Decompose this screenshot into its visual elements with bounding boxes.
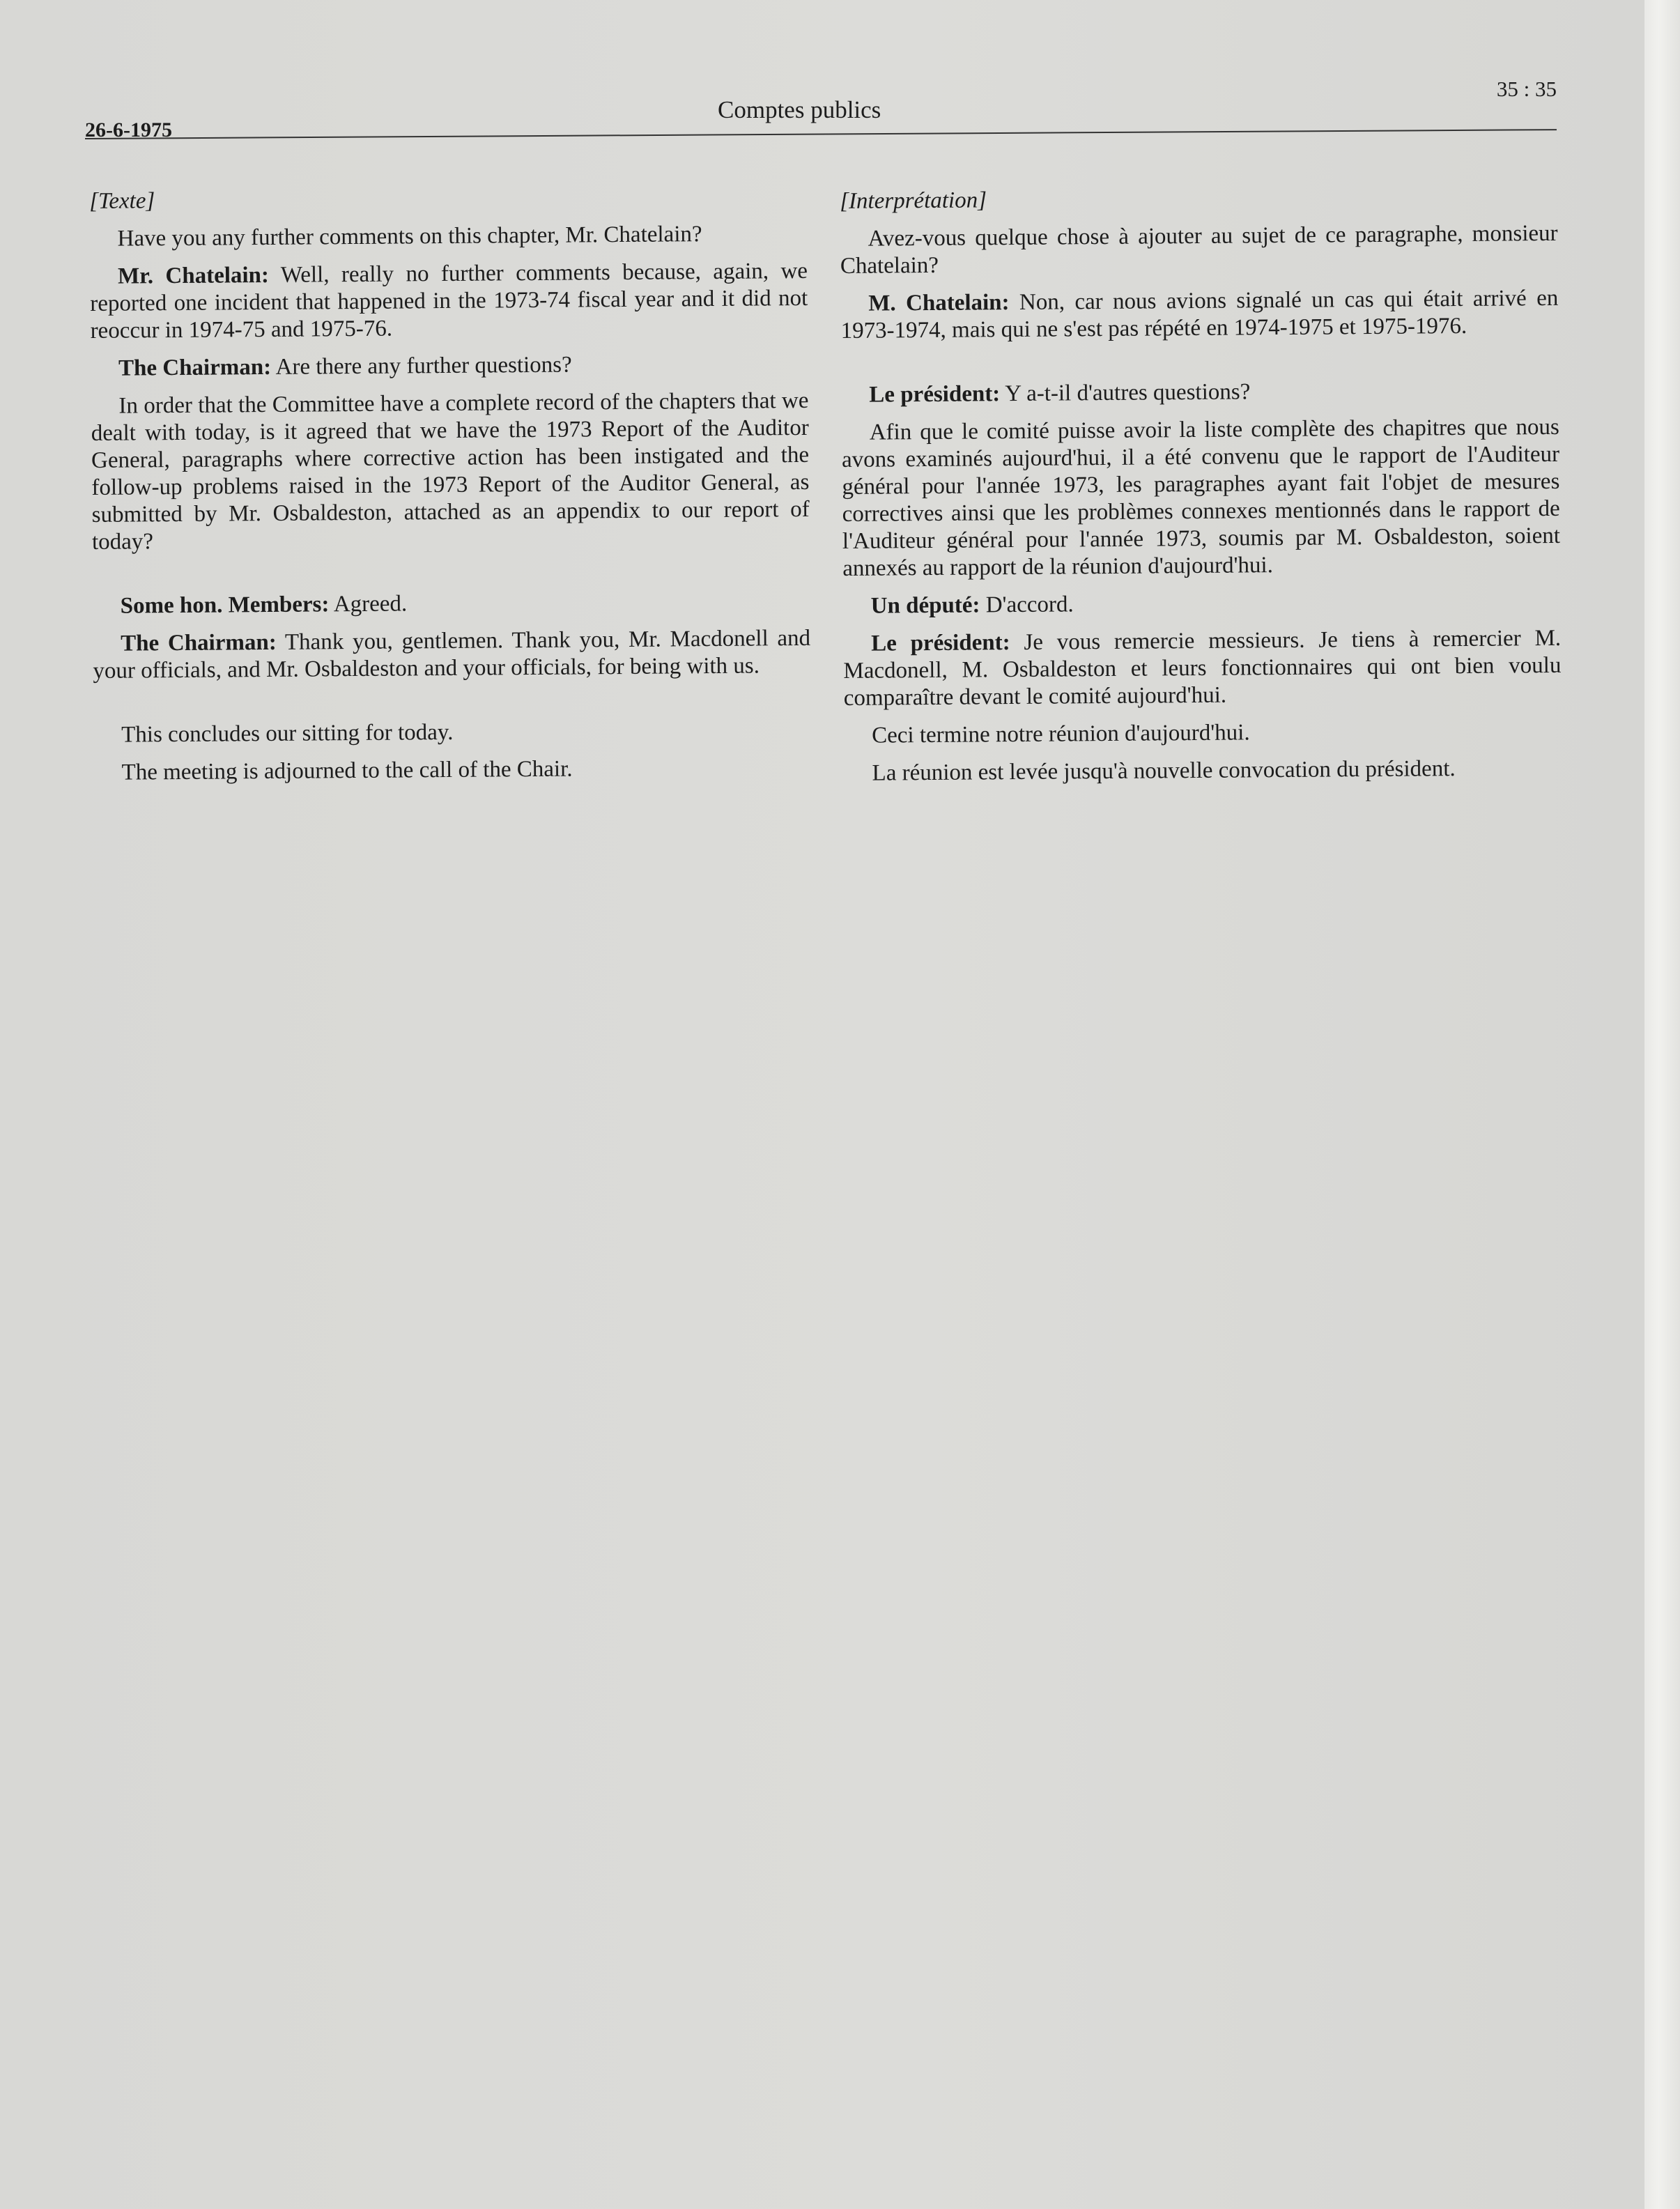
speech-text: Are there any further questions? xyxy=(270,352,572,380)
header-date: 26-6-1975 xyxy=(85,118,172,141)
speaker-name: Un député: xyxy=(870,592,980,619)
speaker-paragraph xyxy=(841,376,1559,409)
speech-text: Agreed. xyxy=(329,591,408,617)
speaker-paragraph xyxy=(843,587,1561,620)
paragraph: The meeting is adjourned to the call of the Chair. xyxy=(121,756,573,785)
column-label: [Interprétation] xyxy=(840,187,987,214)
speaker-paragraph xyxy=(93,587,810,620)
speaker-name: Mr. Chatelain: xyxy=(117,262,270,289)
speaker-name: Le président: xyxy=(869,381,1001,408)
paragraph: This concludes our sitting for today. xyxy=(121,719,454,748)
french-column xyxy=(840,183,1562,798)
page-edge xyxy=(1644,0,1680,2209)
speaker-name: M. Chatelain: xyxy=(868,290,1010,316)
speaker-paragraph xyxy=(91,350,808,383)
speaker-name: Some hon. Members: xyxy=(120,592,330,619)
page-header xyxy=(85,77,1557,146)
speaker-paragraph xyxy=(843,625,1562,712)
paragraph: La réunion est levée jusqu'à nouvelle convocation du président. xyxy=(872,756,1456,786)
english-column xyxy=(89,183,812,797)
speaker-name: Le président: xyxy=(870,630,1010,656)
speech-text: D'accord. xyxy=(980,592,1074,618)
header-rule xyxy=(85,129,1557,139)
speech-text: Je vous remercie messieurs. Je tiens à remercier M. Macdonell, M. Osbaldeston et leurs fonctionnaires qui ont bien voulu comparaître devant le comité aujourd'hui. xyxy=(843,625,1562,711)
speaker-paragraph xyxy=(90,258,808,345)
speech-text: Y a-t-il d'autres questions? xyxy=(1000,379,1251,407)
paragraph: Have you any further comments on this chapter, Mr. Chatelain? xyxy=(117,222,702,252)
speech-text: Non, car nous avions signalé un cas qui était arrivé en 1973-1974, mais qui ne s'est pas répété en 1974-1975 et 1975-1976. xyxy=(840,285,1559,344)
speaker-name: The Chairman: xyxy=(120,629,277,656)
speech-text: Well, really no further comments because, again, we reported one incident that happened in the 1973-74 fiscal year and it did not reoccur in 1974-75 and 1975-76. xyxy=(90,258,808,344)
speaker-paragraph xyxy=(93,625,811,685)
speech-text: Thank you, gentlemen. Thank you, Mr. Macdonell and your officials, and Mr. Osbaldeston and your officials, for being with us. xyxy=(93,625,811,684)
paragraph: Afin que le comité puisse avoir la liste complète des chapitres que nous avons examinés aujourd'hui, il a été convenu que le rapport de l'Auditeur général pour l'année 1973, les paragraphes ayant fait l'objet de mesures correctives ainsi que les problèmes connexes mentionnés dans le rapport de l'Auditeur général pour l'année 1973, soumis par M. Osbaldeston, soient annexés au rapport de la réunion d'aujourd'hui. xyxy=(841,414,1561,581)
speaker-name: The Chairman: xyxy=(118,354,272,381)
speaker-paragraph xyxy=(840,285,1559,345)
column-label: [Texte] xyxy=(89,188,155,214)
paragraph: In order that the Committee have a complete record of the chapters that we dealt with today, is it agreed that we have the 1973 Report of the Auditor General, paragraphs where corrective action has been instigated and the follow-up problems raised in the 1973 Report of the Auditor General, as submitted by Mr. Osbaldeston, attached as an appendix to our report of today? xyxy=(91,387,810,555)
paragraph: Ceci termine notre réunion d'aujourd'hui. xyxy=(872,720,1250,748)
header-page-number: 35 : 35 xyxy=(1496,77,1557,101)
header-title: Comptes publics xyxy=(718,96,881,123)
paragraph: Avez-vous quelque chose à ajouter au sujet de ce paragraphe, monsieur Chatelain? xyxy=(840,220,1558,279)
